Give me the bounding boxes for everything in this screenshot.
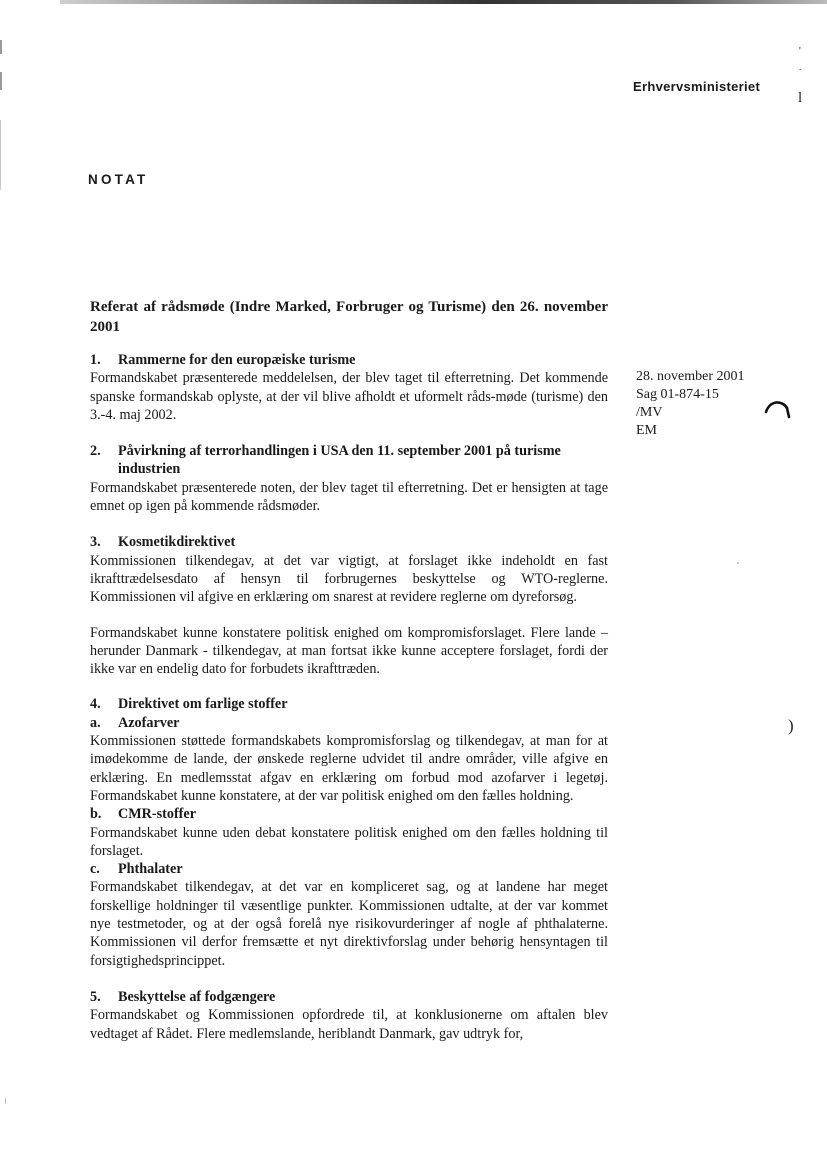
- section-title: Påvirkning af terrorhandlingen i USA den 11. september 2001 på turisme industrien: [118, 443, 561, 478]
- section-heading: [90, 533, 608, 551]
- section-number: 3.: [90, 534, 101, 551]
- meta-ref-initials: /MV: [636, 405, 663, 420]
- meta-case-number: Sag 01-874-15: [636, 387, 719, 402]
- section-title: Rammerne for den europæiske turisme: [118, 352, 356, 368]
- section-3: [90, 533, 608, 678]
- section-paragraph: Formandskabet og Kommissionen opfordrede til, at konklusionerne om aftalen blev vedtaget af Rådet. Flere medlemslande, heriblandt Danmark, gav udtryk for,: [90, 1007, 608, 1042]
- section-title: Direktivet om farlige stoffer: [118, 696, 288, 713]
- scan-artifact: [0, 72, 2, 90]
- scan-speck: [737, 562, 739, 564]
- section-title: Beskyttelse af fodgængere: [118, 988, 276, 1005]
- section-heading: [90, 351, 608, 369]
- subsection-heading: [90, 860, 608, 878]
- scan-artifact: [0, 40, 2, 54]
- document-meta: [636, 368, 744, 440]
- scan-mark: ': [799, 46, 801, 57]
- section-paragraph: Formandskabet præsenterede meddelelsen, der blev taget til efterretning. Det kommende spanske formandskab oplyste, at der vil blive afholdt et uformelt råds-møde (turisme) den 3.-4. maj 2002.: [90, 370, 608, 423]
- section-number: 4.: [90, 696, 101, 713]
- subsection-paragraph: Formandskabet kunne uden debat konstatere politisk enighed om den fælles holdning til forslaget.: [90, 824, 608, 859]
- document-title: Referat af rådsmøde (Indre Marked, Forbruger og Turisme) den 26. november 2001: [90, 299, 608, 335]
- section-heading: [90, 442, 608, 479]
- section-heading: [90, 695, 608, 713]
- section-paragraph: Formandskabet præsenterede noten, der blev taget til efterretning. Det er hensigten at tage emnet op igen på kommende rådsmøder.: [90, 479, 608, 515]
- subsection-paragraph: Formandskabet tilkendegav, at det var en kompliceret sag, og at landene har meget forskellige holdninger til væsentlige punkter. Kommissionen udtalte, at der var kommet nye testmetoder, og at der også forelå nye risikovurderinger af nogle af phthalaterne. Kommissionen vil derfor fremsætte et nyt direktivforslag under behørig hensyntagen til forsigtighedsprincippet.: [90, 879, 608, 969]
- section-5: [90, 988, 608, 1043]
- subsection-letter: c.: [90, 861, 100, 878]
- section-heading: [90, 988, 608, 1006]
- document-type: NOTAT: [88, 172, 149, 187]
- scan-speck: [5, 1098, 6, 1104]
- meta-ref-initials-2: EM: [636, 423, 657, 438]
- scan-artifact: [0, 120, 1, 190]
- section-2: [90, 442, 608, 515]
- section-paragraph: Formandskabet kunne konstatere politisk enighed om kompromisforslaget. Flere lande – herunder Danmark - tilkendegav, at man fortsat ikke kunne acceptere forslaget, fordi der ikke var en endelig dato for forbudets ikrafttræden.: [90, 624, 608, 678]
- subsection-heading: [90, 714, 608, 732]
- subsection-heading: [90, 805, 608, 823]
- scan-mark: [762, 398, 792, 420]
- ministry-name: Erhvervsministeriet: [633, 79, 761, 94]
- section-number: 2.: [90, 443, 101, 460]
- subsection-title: Phthalater: [118, 861, 183, 878]
- subsection-title: CMR-stoffer: [118, 806, 196, 823]
- section-4: [90, 695, 608, 969]
- scan-mark: ): [788, 716, 794, 735]
- subsection-title: Azofarver: [118, 714, 180, 731]
- scan-mark: .: [799, 62, 802, 72]
- scan-top-edge: [60, 0, 827, 4]
- subsection-letter: a.: [90, 714, 101, 731]
- meta-date: 28. november 2001: [636, 369, 745, 384]
- document-body: [90, 298, 608, 1043]
- section-number: 5.: [90, 988, 101, 1005]
- section-1: [90, 351, 608, 424]
- section-title: Kosmetikdirektivet: [118, 534, 236, 551]
- section-paragraph: Kommissionen tilkendegav, at det var vigtigt, at forslaget ikke indeholdt en fast ikrafttrædelsesdato af hensyn til forbrugernes beskyttelse og WTO-reglerne. Kommissionen vil afgive en erklæring om snarest at revidere reglerne om dyreforsøg.: [90, 552, 608, 606]
- scan-mark: l: [798, 90, 803, 106]
- subsection-letter: b.: [90, 806, 102, 823]
- subsection-paragraph: Kommissionen støttede formandskabets kompromisforslag og tilkendegav, at man for at imødekomme de lande, der ønskede reglerne udvidet til andre områder, ville afgive en erklæring. En medlemsstat afgav en erklæring om forbud mod azofarver i legetøj. Formandskabet kunne konstatere, at der var politisk enighed om den fælles holdning.: [90, 733, 608, 804]
- section-number: 1.: [90, 352, 101, 368]
